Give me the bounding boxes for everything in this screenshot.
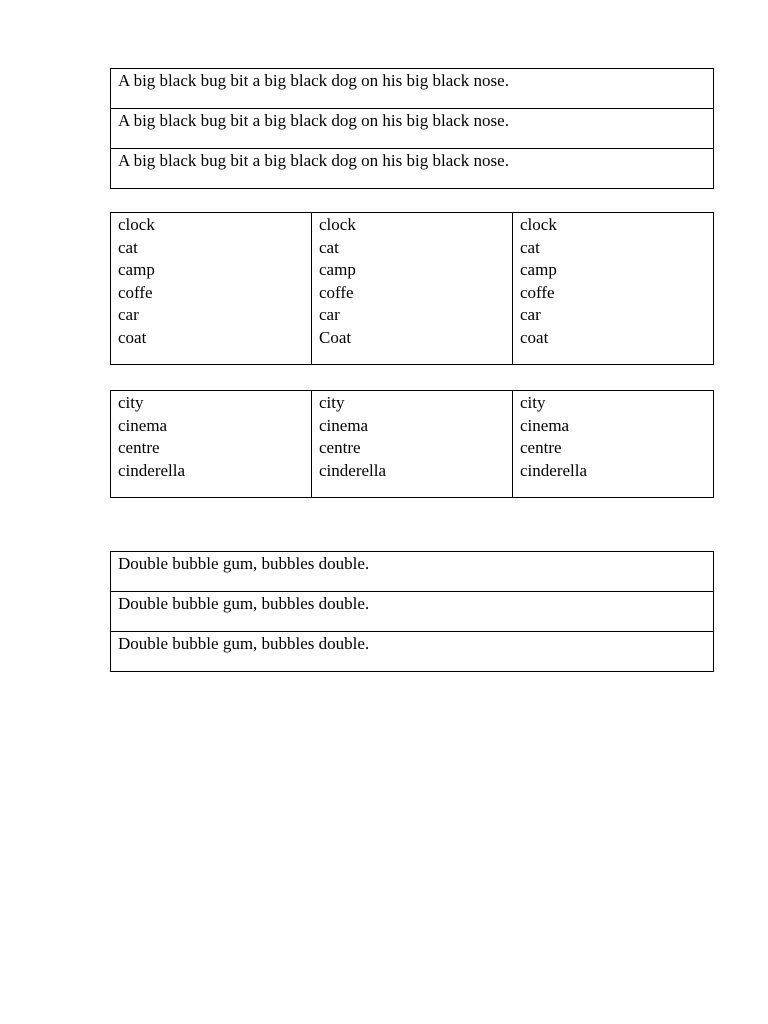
word: car xyxy=(118,305,139,324)
table-row xyxy=(111,109,714,149)
word: cinderella xyxy=(319,460,387,480)
sentence-cell: Double bubble gum, bubbles double. xyxy=(111,592,714,632)
s-words-table xyxy=(110,390,714,498)
word: car xyxy=(520,305,541,324)
table-row xyxy=(111,213,714,365)
word: clock xyxy=(520,215,557,234)
word: car xyxy=(319,305,340,324)
sentence-cell: A big black bug bit a big black dog on his big black nose. xyxy=(111,69,714,109)
word: coat xyxy=(118,327,147,347)
word: coat xyxy=(520,327,549,347)
table-row xyxy=(111,391,714,498)
word: cat xyxy=(118,237,138,257)
word: city xyxy=(319,393,345,412)
table-row xyxy=(111,69,714,109)
sentence-cell: Double bubble gum, bubbles double. xyxy=(111,552,714,592)
word: cat xyxy=(319,237,339,257)
word-column xyxy=(111,391,312,498)
word: centre xyxy=(319,438,361,457)
sentence-cell: A big black bug bit a big black dog on his big black nose. xyxy=(111,149,714,189)
word: cinema xyxy=(118,415,168,435)
word: cinema xyxy=(520,415,570,435)
word-column xyxy=(513,391,714,498)
word-column xyxy=(312,213,513,365)
word: cinderella xyxy=(118,460,186,480)
word: coffe xyxy=(520,282,555,302)
word-column xyxy=(513,213,714,365)
word: cinderella xyxy=(520,460,588,480)
word: camp xyxy=(319,260,356,279)
word: cat xyxy=(520,237,540,257)
table-row xyxy=(111,552,714,592)
tongue-twister-table-1 xyxy=(110,68,714,189)
word: camp xyxy=(520,260,557,279)
word: centre xyxy=(520,438,562,457)
word: city xyxy=(118,393,144,412)
word: cinema xyxy=(319,415,369,435)
word-column xyxy=(312,391,513,498)
word: coffe xyxy=(118,282,153,302)
tongue-twister-table-2 xyxy=(110,551,714,672)
sentence-cell: A big black bug bit a big black dog on his big black nose. xyxy=(111,109,714,149)
word: camp xyxy=(118,260,155,279)
table-row xyxy=(111,592,714,632)
table-row xyxy=(111,149,714,189)
sentence-cell: Double bubble gum, bubbles double. xyxy=(111,632,714,672)
word: centre xyxy=(118,438,160,457)
c-words-table xyxy=(110,212,714,365)
word: Coat xyxy=(319,327,352,347)
word: coffe xyxy=(319,282,354,302)
table-row xyxy=(111,632,714,672)
word: clock xyxy=(118,215,155,234)
word-column xyxy=(111,213,312,365)
word: clock xyxy=(319,215,356,234)
word: city xyxy=(520,393,546,412)
